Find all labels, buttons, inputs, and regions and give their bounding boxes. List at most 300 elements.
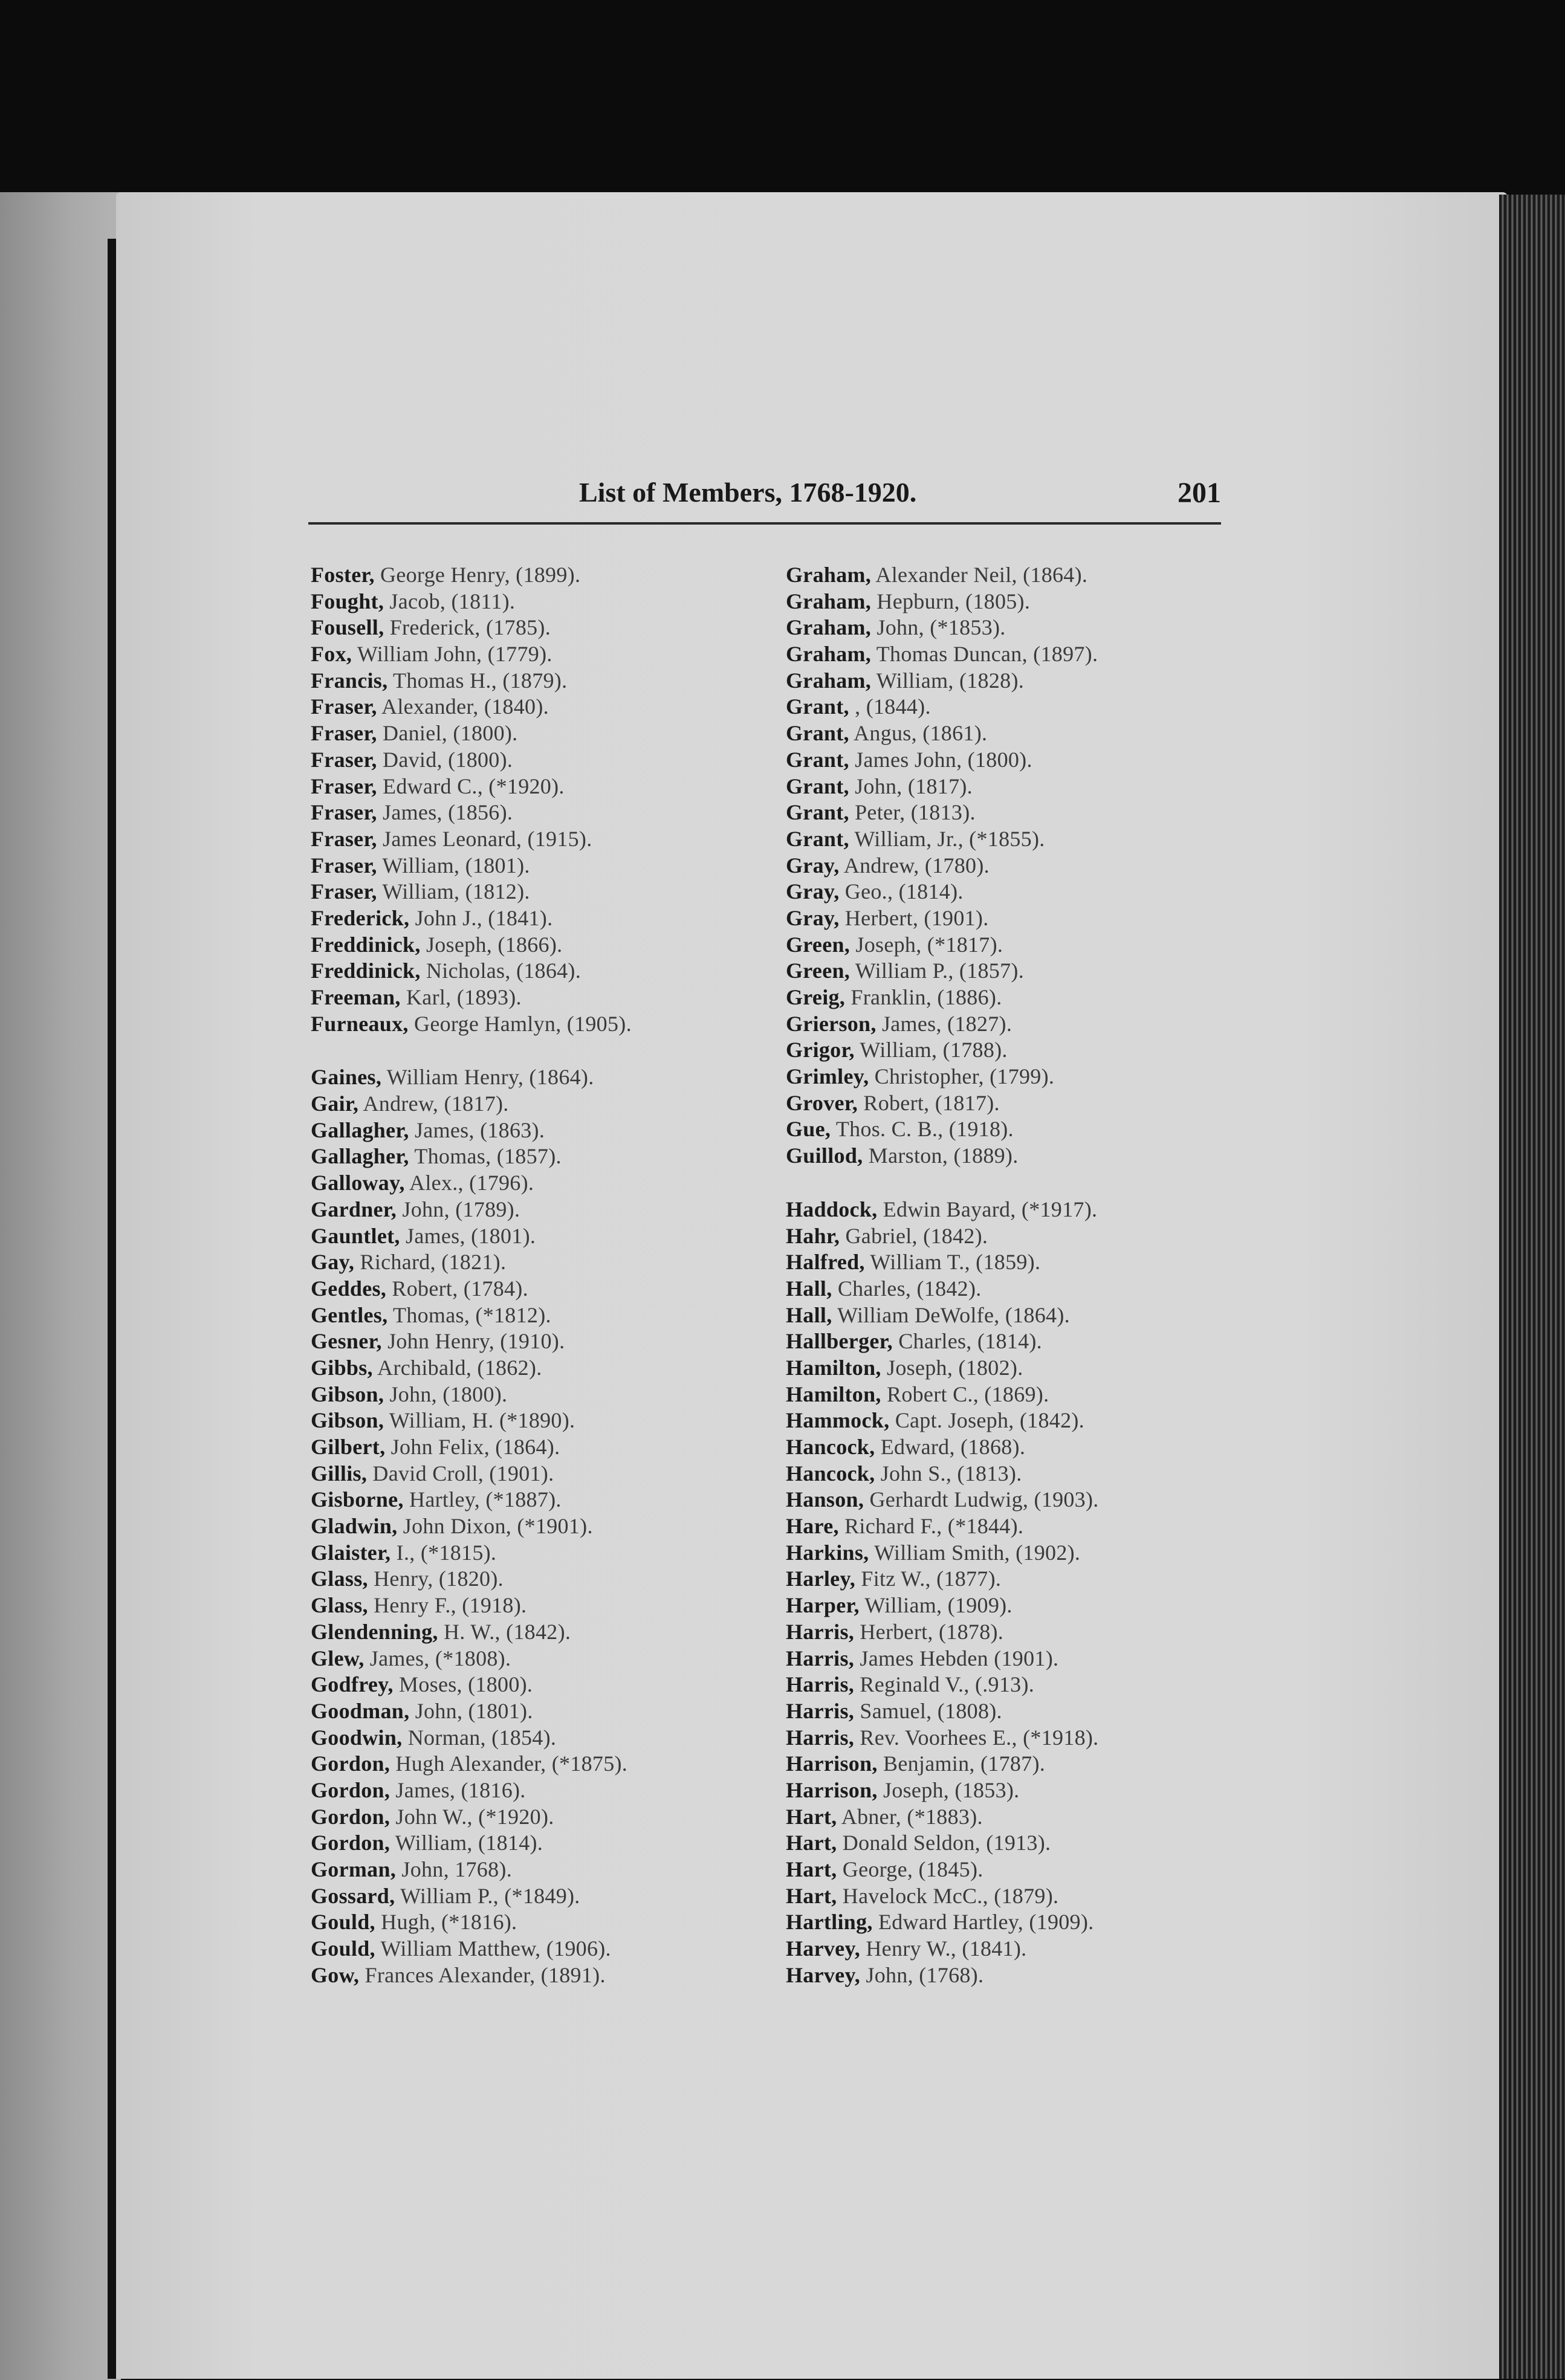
- member-entry: [786, 1777, 1269, 1804]
- member-entry: [786, 1037, 1269, 1064]
- member-entry: [786, 615, 1269, 641]
- member-entry: [311, 1540, 794, 1567]
- member-entry: [311, 879, 794, 905]
- member-surname: Hanson,: [786, 1487, 864, 1512]
- member-surname: Hancock,: [786, 1461, 875, 1486]
- member-entry: [786, 1619, 1269, 1646]
- member-entry: [786, 1593, 1269, 1619]
- member-entry: [786, 774, 1269, 800]
- member-details: Karl, (1893).: [400, 985, 522, 1009]
- member-details: John, (1801).: [409, 1698, 533, 1723]
- left-page-edge: [0, 192, 121, 2380]
- member-surname: Grant,: [786, 826, 849, 851]
- member-surname: Gillis,: [311, 1461, 368, 1486]
- member-details: William P., (*1849).: [395, 1883, 580, 1908]
- member-details: Havelock McC., (1879).: [837, 1883, 1059, 1908]
- member-entry: [786, 668, 1269, 694]
- member-details: Thomas H., (1879).: [387, 668, 568, 693]
- member-entry: [311, 1328, 794, 1355]
- member-details: James Leonard, (1915).: [377, 826, 592, 851]
- member-surname: Grover,: [786, 1090, 858, 1115]
- member-details: Henry, (1820).: [368, 1567, 504, 1591]
- member-surname: Grierson,: [786, 1011, 876, 1036]
- member-details: John S., (1813).: [875, 1461, 1022, 1486]
- member-details: James, (1827).: [876, 1011, 1013, 1036]
- member-surname: Haddock,: [786, 1197, 878, 1221]
- member-surname: Fraser,: [311, 694, 377, 719]
- member-surname: Fought,: [311, 589, 384, 613]
- member-entry: [786, 1143, 1269, 1169]
- member-details: H. W., (1842).: [438, 1619, 571, 1644]
- member-surname: Freddinick,: [311, 959, 421, 983]
- member-surname: Gordon,: [311, 1804, 390, 1829]
- member-entry: [786, 1223, 1269, 1250]
- member-surname: Gair,: [311, 1091, 359, 1116]
- member-entry: [786, 641, 1269, 668]
- member-surname: Gisborne,: [311, 1487, 404, 1512]
- member-details: Thos. C. B., (1918).: [831, 1117, 1014, 1142]
- member-surname: Hartling,: [786, 1910, 873, 1935]
- member-details: William P., (1857).: [850, 959, 1024, 983]
- member-surname: Hart,: [786, 1831, 837, 1855]
- member-surname: Gesner,: [311, 1329, 382, 1354]
- member-surname: Gauntlet,: [311, 1223, 400, 1248]
- member-entry: [786, 932, 1269, 959]
- member-details: Robert C., (1869).: [881, 1382, 1049, 1406]
- member-details: Charles, (1814).: [892, 1329, 1042, 1354]
- member-entry: [311, 1143, 794, 1170]
- member-entry: [311, 1408, 794, 1434]
- member-details: Nicholas, (1864).: [420, 959, 582, 983]
- member-details: Frederick, (1785).: [384, 615, 551, 640]
- section-gap: [786, 1169, 1269, 1197]
- member-details: George, (1845).: [837, 1857, 983, 1881]
- member-entry: [311, 1276, 794, 1302]
- member-surname: Hart,: [786, 1857, 837, 1881]
- member-details: Abner, (*1883).: [837, 1804, 983, 1829]
- member-surname: Hancock,: [786, 1435, 875, 1459]
- member-details: Fitz W., (1877).: [855, 1567, 1002, 1591]
- member-details: James Hebden (1901).: [854, 1646, 1059, 1670]
- member-entry: [786, 1725, 1269, 1751]
- member-entry: [311, 589, 794, 615]
- member-surname: Harris,: [786, 1672, 855, 1697]
- member-details: William, (1828).: [871, 668, 1025, 693]
- member-entry: [786, 1408, 1269, 1434]
- member-surname: Grant,: [786, 747, 849, 772]
- member-entry: [786, 826, 1269, 853]
- member-details: James John, (1800).: [849, 747, 1032, 772]
- member-surname: Harris,: [786, 1698, 855, 1723]
- member-details: Hepburn, (1805).: [871, 589, 1031, 613]
- member-surname: Harkins,: [786, 1540, 869, 1565]
- member-entry: [311, 1619, 794, 1646]
- member-entry: [311, 958, 794, 985]
- member-surname: Graham,: [786, 642, 872, 667]
- member-surname: Guillod,: [786, 1143, 863, 1168]
- member-surname: Gaines,: [311, 1065, 382, 1090]
- member-details: John, (1768).: [860, 1962, 984, 1987]
- member-surname: Fraser,: [311, 826, 377, 851]
- member-entry: [311, 1777, 794, 1804]
- member-details: Thomas, (1857).: [409, 1144, 562, 1169]
- member-surname: Grant,: [786, 800, 849, 825]
- member-details: James, (*1808).: [364, 1646, 511, 1670]
- member-details: Edward C., (*1920).: [377, 774, 565, 798]
- member-surname: Freeman,: [311, 985, 401, 1009]
- member-surname: Goodman,: [311, 1698, 410, 1723]
- member-entry: [786, 853, 1269, 879]
- member-details: John Dixon, (*1901).: [397, 1514, 593, 1539]
- member-details: Edward, (1868).: [875, 1435, 1026, 1459]
- member-details: Donald Seldon, (1913).: [837, 1831, 1051, 1855]
- member-details: Reginald V., (.913).: [854, 1672, 1035, 1697]
- member-surname: Gladwin,: [311, 1514, 398, 1539]
- member-entry: [311, 1064, 794, 1091]
- member-entry: [311, 562, 794, 589]
- member-surname: Green,: [786, 959, 851, 983]
- member-surname: Francis,: [311, 668, 388, 693]
- member-details: James, (1856).: [377, 800, 513, 825]
- member-details: John, 1768).: [396, 1857, 512, 1881]
- member-entry: [311, 694, 794, 720]
- member-entry: [311, 1962, 794, 1989]
- member-details: Henry W., (1841).: [860, 1936, 1027, 1961]
- member-surname: Geddes,: [311, 1276, 387, 1301]
- page-number: 201: [1178, 477, 1221, 509]
- member-entry: [311, 720, 794, 747]
- member-surname: Harvey,: [786, 1936, 861, 1961]
- member-surname: Frederick,: [311, 905, 410, 930]
- member-entry: [786, 1698, 1269, 1725]
- member-surname: Glendenning,: [311, 1619, 438, 1644]
- member-entry: [311, 615, 794, 641]
- member-surname: Gossard,: [311, 1883, 395, 1908]
- member-entry: [786, 1090, 1269, 1117]
- member-surname: Fousell,: [311, 615, 384, 640]
- member-surname: Gorman,: [311, 1857, 397, 1881]
- member-details: Alexander, (1840).: [377, 694, 549, 719]
- member-details: Norman, (1854).: [402, 1725, 557, 1750]
- member-surname: Gordon,: [311, 1777, 390, 1802]
- member-surname: Gould,: [311, 1910, 375, 1935]
- member-details: Andrew, (1817).: [358, 1091, 509, 1116]
- member-surname: Hall,: [786, 1302, 832, 1327]
- member-details: Gerhardt Ludwig, (1903).: [864, 1487, 1099, 1512]
- member-entry: [311, 1117, 794, 1144]
- member-details: William T., (1859).: [864, 1250, 1041, 1275]
- member-entry: [786, 562, 1269, 589]
- member-entry: [786, 1249, 1269, 1276]
- member-details: , (1844).: [849, 694, 931, 719]
- member-surname: Gallagher,: [311, 1117, 409, 1142]
- member-entry: [786, 1011, 1269, 1038]
- member-surname: Harris,: [786, 1646, 855, 1670]
- member-details: Hugh, (*1816).: [375, 1910, 517, 1935]
- member-details: Charles, (1842).: [832, 1276, 982, 1301]
- member-surname: Gallagher,: [311, 1144, 409, 1169]
- member-surname: Harris,: [786, 1725, 855, 1750]
- member-entry: [786, 958, 1269, 985]
- member-surname: Galloway,: [311, 1171, 405, 1195]
- member-surname: Gilbert,: [311, 1435, 386, 1459]
- member-entry: [786, 1434, 1269, 1461]
- member-entry: [311, 1725, 794, 1751]
- member-entry: [311, 1804, 794, 1831]
- member-surname: Graham,: [786, 589, 872, 613]
- member-details: John Henry, (1910).: [381, 1329, 565, 1354]
- member-entry: [786, 1197, 1269, 1223]
- member-details: William Smith, (1902).: [869, 1540, 1081, 1565]
- member-entry: [786, 1909, 1269, 1936]
- member-surname: Harley,: [786, 1567, 856, 1591]
- member-surname: Grant,: [786, 721, 849, 746]
- right-column: [786, 562, 1269, 1988]
- member-surname: Gibson,: [311, 1408, 384, 1433]
- member-details: William, (1909).: [859, 1593, 1013, 1618]
- member-surname: Glaister,: [311, 1540, 391, 1565]
- member-surname: Greig,: [786, 985, 846, 1009]
- member-details: Franklin, (1886).: [845, 985, 1002, 1009]
- member-entry: [311, 985, 794, 1011]
- member-details: William, (1788).: [854, 1038, 1008, 1062]
- member-entry: [786, 1566, 1269, 1593]
- member-entry: [786, 1064, 1269, 1090]
- member-entry: [311, 1197, 794, 1223]
- member-entry: [786, 1382, 1269, 1408]
- member-entry: [786, 1646, 1269, 1672]
- member-details: Edwin Bayard, (*1917).: [877, 1197, 1098, 1221]
- member-details: James, (1863).: [409, 1117, 545, 1142]
- member-details: Hartley, (*1887).: [403, 1487, 562, 1512]
- member-details: Joseph, (1866).: [420, 932, 563, 957]
- member-details: John, (1817).: [849, 774, 973, 798]
- member-details: William, H. (*1890).: [384, 1408, 575, 1433]
- member-surname: Fraser,: [311, 747, 377, 772]
- member-surname: Harrison,: [786, 1751, 878, 1776]
- member-surname: Grant,: [786, 774, 849, 798]
- member-surname: Graham,: [786, 668, 872, 693]
- left-column-group-f: [311, 562, 794, 1037]
- member-details: Alex., (1796).: [404, 1171, 534, 1195]
- member-details: David, (1800).: [377, 747, 513, 772]
- member-surname: Gay,: [311, 1250, 355, 1275]
- member-entry: [786, 694, 1269, 720]
- member-surname: Hart,: [786, 1883, 837, 1908]
- member-details: Capt. Joseph, (1842).: [889, 1408, 1084, 1433]
- member-entry: [311, 641, 794, 668]
- member-entry: [786, 1804, 1269, 1831]
- member-details: George Henry, (1899).: [374, 563, 581, 587]
- member-details: William, (1812).: [377, 879, 530, 904]
- member-entry: [786, 800, 1269, 826]
- member-surname: Harper,: [786, 1593, 860, 1618]
- member-entry: [311, 1461, 794, 1487]
- page-header: [308, 471, 1221, 526]
- member-entry: [311, 1646, 794, 1672]
- member-surname: Fraser,: [311, 879, 377, 904]
- member-surname: Gow,: [311, 1962, 360, 1987]
- member-surname: Harvey,: [786, 1962, 861, 1987]
- member-details: William, Jr., (*1855).: [849, 826, 1045, 851]
- member-surname: Gordon,: [311, 1831, 390, 1855]
- member-details: Gabriel, (1842).: [840, 1223, 988, 1248]
- right-column-group-g: [786, 562, 1269, 1169]
- member-details: Joseph, (1802).: [881, 1355, 1023, 1380]
- header-rule: [308, 522, 1221, 525]
- member-entry: [786, 1328, 1269, 1355]
- member-surname: Hahr,: [786, 1223, 840, 1248]
- member-surname: Gibbs,: [311, 1355, 373, 1380]
- member-entry: [311, 1513, 794, 1540]
- member-details: Hugh Alexander, (*1875).: [390, 1751, 628, 1776]
- member-entry: [311, 826, 794, 853]
- member-details: Joseph, (1853).: [877, 1777, 1020, 1802]
- member-surname: Hall,: [786, 1276, 832, 1301]
- member-details: James, (1801).: [400, 1223, 536, 1248]
- member-entry: [311, 1487, 794, 1513]
- member-details: George Hamlyn, (1905).: [408, 1011, 632, 1036]
- member-entry: [311, 1909, 794, 1936]
- member-entry: [311, 1830, 794, 1857]
- member-surname: Hallberger,: [786, 1329, 893, 1354]
- member-surname: Harris,: [786, 1619, 855, 1644]
- member-entry: [311, 1936, 794, 1962]
- member-surname: Gibson,: [311, 1382, 384, 1406]
- member-details: Herbert, (1878).: [854, 1619, 1004, 1644]
- member-surname: Green,: [786, 932, 851, 957]
- member-entry: [786, 589, 1269, 615]
- member-entry: [786, 879, 1269, 905]
- left-column: [311, 562, 794, 1988]
- member-details: Peter, (1813).: [849, 800, 976, 825]
- member-entry: [311, 853, 794, 879]
- member-entry: [786, 1751, 1269, 1777]
- member-entry: [311, 1302, 794, 1329]
- member-details: Archibald, (1862).: [372, 1355, 542, 1380]
- member-surname: Gray,: [786, 853, 840, 878]
- member-details: Alexander Neil, (1864).: [871, 563, 1088, 587]
- member-entry: [311, 1091, 794, 1117]
- member-entry: [311, 1011, 794, 1038]
- member-details: William DeWolfe, (1864).: [832, 1302, 1070, 1327]
- member-entry: [786, 1513, 1269, 1540]
- member-details: John W., (*1920).: [390, 1804, 554, 1829]
- member-entry: [786, 720, 1269, 747]
- member-entry: [311, 1382, 794, 1408]
- member-surname: Goodwin,: [311, 1725, 403, 1750]
- member-entry: [786, 1276, 1269, 1302]
- member-details: Thomas Duncan, (1897).: [871, 642, 1098, 667]
- member-surname: Harrison,: [786, 1777, 878, 1802]
- member-surname: Hamilton,: [786, 1382, 881, 1406]
- member-entry: [311, 1883, 794, 1910]
- member-entry: [311, 1857, 794, 1883]
- member-details: Christopher, (1799).: [869, 1064, 1055, 1089]
- member-entry: [786, 1116, 1269, 1143]
- member-details: Moses, (1800).: [393, 1672, 533, 1697]
- member-surname: Gentles,: [311, 1302, 388, 1327]
- member-entry: [311, 1434, 794, 1461]
- member-entry: [311, 1249, 794, 1276]
- member-entry: [786, 1355, 1269, 1382]
- member-details: John, (1800).: [384, 1382, 508, 1406]
- member-surname: Grigor,: [786, 1038, 855, 1062]
- member-details: William Henry, (1864).: [381, 1065, 594, 1090]
- member-details: Andrew, (1780).: [839, 853, 990, 878]
- member-surname: Fraser,: [311, 721, 377, 746]
- member-entry: [311, 932, 794, 959]
- member-entry: [311, 800, 794, 826]
- member-entry: [786, 1830, 1269, 1857]
- member-surname: Hammock,: [786, 1408, 890, 1433]
- member-surname: Gardner,: [311, 1197, 397, 1221]
- member-entry: [311, 774, 794, 800]
- member-entry: [786, 1857, 1269, 1883]
- member-entry: [311, 668, 794, 694]
- member-surname: Furneaux,: [311, 1011, 409, 1036]
- member-entry: [786, 1540, 1269, 1567]
- member-details: Benjamin, (1787).: [877, 1751, 1046, 1776]
- member-entry: [786, 1487, 1269, 1513]
- member-surname: Glass,: [311, 1593, 368, 1618]
- member-details: John, (1789).: [397, 1197, 520, 1221]
- member-surname: Gray,: [786, 879, 840, 904]
- member-entry: [311, 1223, 794, 1250]
- member-surname: Gray,: [786, 905, 840, 930]
- member-entry: [311, 1566, 794, 1593]
- section-gap: [311, 1037, 794, 1064]
- member-details: Frances Alexander, (1891).: [359, 1962, 606, 1987]
- member-details: Daniel, (1800).: [377, 721, 518, 746]
- left-column-group-g: [311, 1064, 794, 1988]
- member-surname: Godfrey,: [311, 1672, 394, 1697]
- member-entry: [786, 1936, 1269, 1962]
- member-surname: Fraser,: [311, 853, 377, 878]
- member-details: Richard, (1821).: [354, 1250, 507, 1275]
- member-details: William John, (1779).: [352, 642, 552, 667]
- member-surname: Glass,: [311, 1567, 368, 1591]
- member-details: I., (*1815).: [390, 1540, 497, 1565]
- member-details: Joseph, (*1817).: [850, 932, 1003, 957]
- member-entry: [311, 1672, 794, 1698]
- member-surname: Gordon,: [311, 1751, 390, 1776]
- member-surname: Halfred,: [786, 1250, 865, 1275]
- member-details: Samuel, (1808).: [854, 1698, 1002, 1723]
- member-surname: Graham,: [786, 615, 872, 640]
- member-entry: [786, 747, 1269, 774]
- member-details: William Matthew, (1906).: [375, 1936, 611, 1961]
- member-entry: [311, 905, 794, 932]
- member-details: Geo., (1814).: [839, 879, 964, 904]
- member-details: William, (1814).: [390, 1831, 543, 1855]
- member-surname: Hamilton,: [786, 1355, 881, 1380]
- page-edges-stack: [1499, 195, 1565, 2379]
- member-details: Jacob, (1811).: [384, 589, 516, 613]
- member-details: Rev. Voorhees E., (*1918).: [854, 1725, 1099, 1750]
- member-details: Robert, (1817).: [858, 1090, 1000, 1115]
- member-details: Henry F., (1918).: [368, 1593, 527, 1618]
- member-details: Richard F., (*1844).: [838, 1514, 1024, 1539]
- member-details: James, (1816).: [390, 1777, 526, 1802]
- member-surname: Freddinick,: [311, 932, 421, 957]
- member-details: Herbert, (1901).: [839, 905, 989, 930]
- member-entry: [311, 1698, 794, 1725]
- member-details: John J., (1841).: [409, 905, 553, 930]
- member-entry: [311, 1170, 794, 1197]
- member-entry: [786, 1883, 1269, 1910]
- member-details: Thomas, (*1812).: [387, 1302, 551, 1327]
